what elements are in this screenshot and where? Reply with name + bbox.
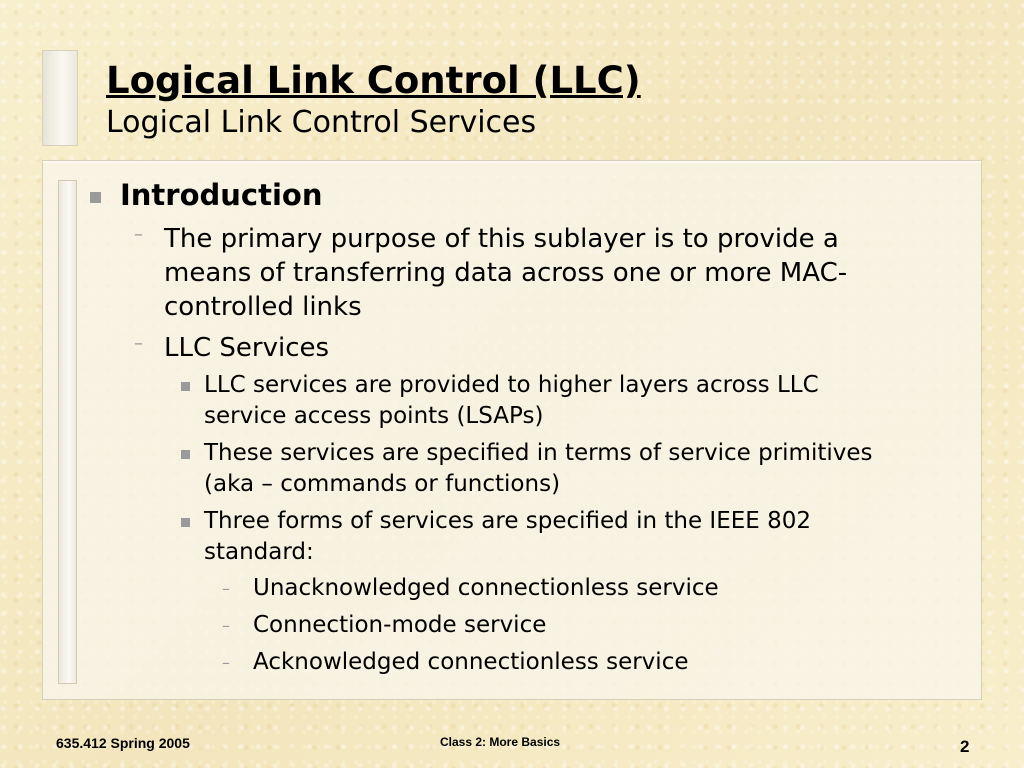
list-item-line: LLC services are provided to higher layers across LLC: [204, 372, 819, 398]
list-item-line: Acknowledged connectionless service: [253, 649, 689, 675]
square-bullet-icon: [181, 382, 190, 391]
slide-subtitle: Logical Link Control Services: [106, 105, 537, 140]
list-item-line: standard:: [204, 539, 314, 565]
list-item-line: Connection-mode service: [253, 612, 547, 638]
dash-bullet-icon: –: [134, 224, 143, 245]
list-item-line: service access points (LSAPs): [204, 403, 544, 429]
list-item-line: These services are specified in terms of service primitives: [204, 440, 873, 466]
list-item-line: The primary purpose of this sublayer is to provide a: [164, 224, 839, 254]
footer-course: 635.412 Spring 2005: [56, 735, 190, 751]
list-item-line: Three forms of services are specified in the IEEE 802: [204, 508, 812, 534]
footer-class-title: Class 2: More Basics: [440, 735, 561, 749]
dash-bullet-icon: –: [222, 616, 230, 635]
list-item-line: LLC Services: [164, 333, 330, 363]
list-item-line: (aka – commands or functions): [204, 471, 561, 497]
square-bullet-icon: [181, 518, 190, 527]
square-bullet-icon: [181, 450, 190, 459]
dash-bullet-icon: –: [134, 333, 143, 354]
heading-introduction: Introduction: [120, 178, 323, 212]
content-accent-bar: [58, 180, 77, 684]
list-item-line: means of transferring data across one or more MAC-: [164, 258, 848, 288]
list-item-line: Unacknowledged connectionless service: [253, 575, 719, 601]
title-accent-bar: [42, 50, 78, 146]
page-number: 2: [960, 737, 970, 756]
list-item-line: controlled links: [164, 292, 362, 322]
dash-bullet-icon: –: [222, 579, 230, 598]
slide-title: Logical Link Control (LLC): [106, 59, 641, 102]
square-bullet-icon: [90, 192, 101, 203]
dash-bullet-icon: –: [222, 653, 230, 672]
